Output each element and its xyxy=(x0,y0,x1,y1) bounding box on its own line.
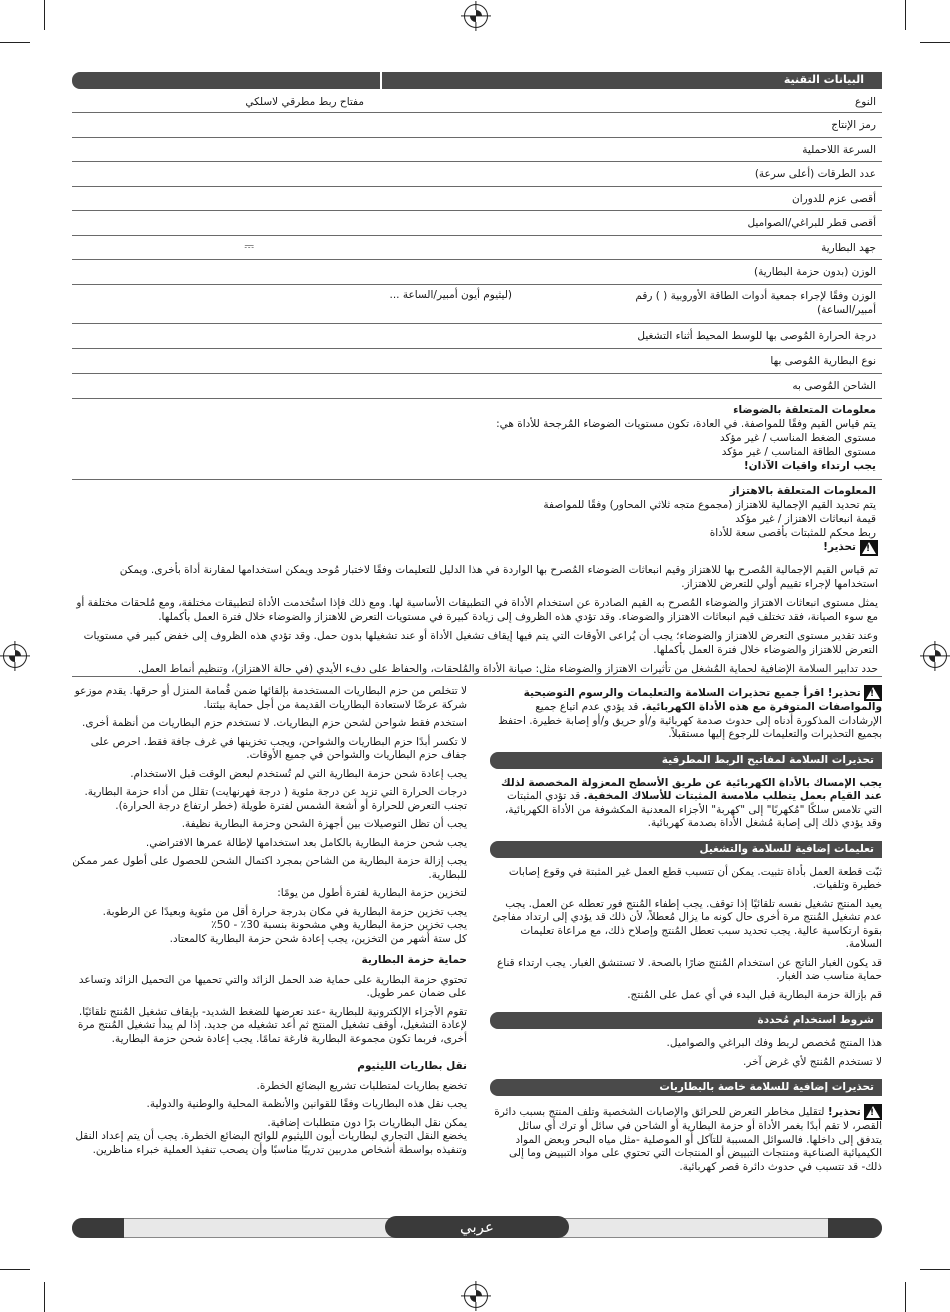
read-instructions xyxy=(490,685,882,742)
vibration-line: يتم تحديد القيم الإجمالية للاهتزاز (مجموع متجه ثلاثي المحاور) وفقًا للمواصفة xyxy=(543,499,876,511)
spec-label: النوع xyxy=(855,96,876,108)
additional-safety-text: ثبّت قطعة العمل بأداة تثبيت. يمكن أن تتسبب قطع العمل غير المثبتة في وقوع إصابات خطيرة وتلفيات. xyxy=(508,865,882,891)
specific-use-text: لا تستخدم المُنتج لأي غرض آخر. xyxy=(743,1055,882,1068)
impact-wrench-safety-bold: يجب الإمساك بالأداة الكهربائية عن طريق الأسطح المعزولة المخصصة لذلك عند القيام بعمل يتطلب ملامسة المثبتات للأسلاك المخفية. xyxy=(501,776,882,802)
spec-label: الوزن وفقًا لإجراء جمعية أدوات الطاقة الأوروبية ( ) رقم xyxy=(635,290,876,302)
right-column xyxy=(490,685,882,1179)
read-instructions-body: قد يؤدي عدم اتباع جميع الإرشادات المذكورة أدناه إلى حدوث صدمة كهربائية و/أو حريق و/أو إصابة خطيرة. احتفظ بجميع التحذيرات والتعليمات للرجوع إليها مستقبلاً. xyxy=(498,701,882,740)
additional-safety-text: قد يكون الغبار الناتج عن استخدام المُنتج ضارًا بالصحة. لا تستنشق الغبار. يجب ارتداء قناع حماية مناسب ضد الغبار. xyxy=(497,956,882,982)
warning-paragraph: حدد تدابير السلامة الإضافية لحماية المُشغل من تأثيرات الاهتزاز والضوضاء مثل: صيانة الأداة والمُلحقات، والحفاظ على دفء الأيدي (في حالة الاهتزاز)، وتنظيم أنماط العمل. xyxy=(137,663,878,675)
spec-row-battery-voltage xyxy=(72,236,882,260)
crop-mark xyxy=(905,1282,906,1312)
crop-mark xyxy=(920,42,950,43)
ear-protection-note: يجب ارتداء واقيات الآذان! xyxy=(743,460,876,472)
battery-protection-text: تحتوي حزمة البطارية على حماية ضد الحمل الزائد والتي تحميها من التحميل الزائد وتساعد على ضمان عمر طويل. xyxy=(78,973,467,999)
battery-text: لا تتخلص من حزم البطاريات المستخدمة بإلقائها ضمن قُمامة المنزل أو حرقها. يقدم موزعو شركة عرضًا لاستعادة البطاريات القديمة من أجل حماية بيئتنا. xyxy=(74,685,467,711)
spec-label: أقصى عزم للدوران xyxy=(792,193,876,205)
spec-value: مفتاح ربط مطرقي لاسلكي xyxy=(245,96,364,108)
registration-mark-icon xyxy=(923,644,947,668)
section-bar-impact-wrench-safety: تحذيرات السلامة لمفاتيح الربط المطرقية xyxy=(490,752,882,769)
section-bar-additional-safety: تعليمات إضافية للسلامة والتشغيل xyxy=(490,841,882,858)
lithium-transport-text: يخضع النقل التجاري لبطاريات أيون الليثيوم للوائح البضائع الخطرة. يجب أن يتم إعداد النقل وتنفيذه بواسطة أشخاص مدربين تدريبًا مناسبًا وأن يصحب تنفيذ العملية خبراء مناظرين. xyxy=(75,1130,467,1156)
section-bar-specific-use: شروط استخدام مُحددة xyxy=(490,1012,882,1029)
spec-label: درجة الحرارة المُوصى بها للوسط المحيط أثناء التشغيل xyxy=(637,330,876,342)
footer-cap-left xyxy=(72,1218,124,1238)
warning-triangle-icon xyxy=(864,1104,882,1120)
registration-mark-icon xyxy=(464,4,488,28)
dc-symbol-icon: ⎓ xyxy=(244,239,254,253)
battery-safety-bold: تحذير! xyxy=(827,1106,861,1118)
spec-row-battery-type xyxy=(72,349,882,374)
warning-paragraph: وعند تقدير مستوى التعرض للاهتزاز والضوضاء؛ يجب أن يُراعى الأوقات التي يتم فيها إيقاف تشغيل الأداة أو عند تشغيلها بدون حمل. وقد تؤدي هذه الظروف إلى خفض كبير في مستويات التعرض للاهتزاز والضوضاء خلال فترة العمل بأكملها. xyxy=(83,630,878,656)
spec-row-no-load-speed xyxy=(72,138,882,162)
page-footer xyxy=(72,1216,882,1238)
spec-label-cont: أمبير/الساعة) xyxy=(817,304,876,316)
crop-mark xyxy=(0,1269,30,1270)
spec-row-charger xyxy=(72,374,882,399)
battery-protection-text: تقوم الأجزاء الإلكترونية للبطارية -عند تعرضها للضغط الشديد- بإيقاف تشغيل المُنتج تلقائيًا. لإعادة التشغيل، أوقف تشغيل المنتج ثم أعد تشغيله من جديد. إذا لم يبدأ تشغيل المُنتج مرة أخرى، فربما تكون مجموعة البطارية فارغة تمامًا. يجب إعادة شحن حزمة البطارية. xyxy=(77,1005,467,1045)
registration-mark-icon xyxy=(464,1284,488,1308)
lithium-transport-text: يمكن نقل البطاريات برًا دون متطلبات إضافية. xyxy=(267,1116,467,1129)
lithium-transport-text: يجب نقل هذه البطاريات وفقًا للقوانين والأنظمة المحلية والوطنية والدولية. xyxy=(146,1098,467,1110)
left-column xyxy=(72,685,467,1162)
additional-safety-text: قم بإزالة حزمة البطارية قبل البدء في أي عمل على المُنتج. xyxy=(627,988,882,1001)
battery-storage-item: يجب تخزين حزمة البطارية في مكان بدرجة حرارة أقل من مئوية وبعيدًا عن الرطوبة. xyxy=(102,905,467,918)
section-bar-battery-safety: تحذيرات إضافية للسلامة خاصة بالبطاريات xyxy=(490,1079,882,1096)
noise-line: يتم قياس القيم وفقًا للمواصفة. في العادة، تكون مستويات الضوضاء المُرجحة للأداة هي: xyxy=(496,418,876,430)
spec-row-max-torque xyxy=(72,187,882,211)
crop-mark xyxy=(44,0,45,30)
spec-header-bar xyxy=(72,72,882,89)
warning-heading xyxy=(72,540,878,556)
spec-label: نوع البطارية المُوصى بها xyxy=(770,355,876,367)
vibration-title: المعلومات المتعلقة بالاهتزاز xyxy=(729,485,876,497)
spec-table xyxy=(72,90,882,550)
spec-label: جهد البطارية xyxy=(821,242,876,254)
noise-section xyxy=(72,399,882,480)
noise-title: معلومات المتعلقة بالضوضاء xyxy=(733,404,876,416)
battery-text: يجب أن تظل التوصيلات بين أجهزة الشحن وحزمة البطارية نظيفة. xyxy=(181,818,467,830)
warning-block xyxy=(72,540,882,683)
spec-label: عدد الطرقات (أعلى سرعة) xyxy=(754,168,876,180)
vibration-line: ربط محكم للمثبتات بأقصى سعة للأداة xyxy=(709,527,876,539)
spec-label: الشاحن المُوصى به xyxy=(792,380,876,392)
battery-storage-item: كل ستة أشهر من التخزين، يجب إعادة شحن حزمة البطارية كالمعتاد. xyxy=(169,932,467,945)
battery-text: استخدم فقط شواحن لشحن حزم البطاريات. لا تستخدم حزم البطاريات من أنظمة أخرى. xyxy=(81,717,467,729)
crop-mark xyxy=(0,42,30,43)
battery-text: يجب شحن حزمة البطارية بالكامل بعد استخدامها لإطالة عمرها الافتراضي. xyxy=(145,836,467,849)
spec-row-impact-rate xyxy=(72,162,882,187)
noise-line: مستوى الضغط المناسب / غير مؤكد xyxy=(720,432,876,444)
divider xyxy=(72,676,882,677)
impact-wrench-safety-text xyxy=(490,777,882,831)
additional-safety-text: يعيد المنتج تشغيل نفسه تلقائيًا إذا توقف. يجب إطفاء المُنتج فور تعطله عن العمل. يجب عدم تشغيل المُنتج مرة أخرى حال كونه ما يزال مُعطلاً، لأن ذلك قد يؤدي إلى ارتداد مفاجئ بقوة ارتكاسية عالية. يجب تحديد سبب تعطل المُنتج وإصلاح ذلك، مع مراعاة تعليمات السلامة. xyxy=(492,897,882,950)
spec-row-type xyxy=(72,90,882,113)
impact-wrench-safety-body: قد تؤدي المثبتات التي تلامس سلكًا "مُكهربًا" إلى "كهربة" الأجزاء المعدنية المكشوفة من الأداة الكهربائية، وقد يؤدي ذلك إلى إصابة مُشغل الأداة بصدمة كهربائية. xyxy=(504,790,882,829)
spec-label: رمز الإنتاج xyxy=(831,119,876,131)
warning-paragraph: يمثل مستوى انبعاثات الاهتزاز والضوضاء المُصرح به القيم الصادرة عن استخدام الأداة في التطبيقات الأساسية لها. ومع ذلك فإذا استُخدمت الأداة لتطبيقات مختلفة، ومع مُلحقات مختلفة أو مع سوء الصيانة، فقد تختلف قيم انبعاثات الاهتزاز والضوضاء. وقد تؤدي هذه الظروف إلى زيادة كبيرة في مستويات التعرض للاهتزاز والضوضاء خلال فترة العمل بأكملها. xyxy=(76,597,878,623)
battery-storage-intro: لتخزين حزمة البطارية لفترة أطول من يومًا: xyxy=(277,887,467,899)
crop-mark xyxy=(44,1282,45,1312)
battery-text: يجب إزالة حزمة البطارية من الشاحن بمجرد اكتمال الشحن للحصول على أطول عمر ممكن للبطارية. xyxy=(72,855,467,881)
spec-label: الوزن (بدون حزمة البطارية) xyxy=(753,266,876,278)
spec-label: السرعة اللاحملية xyxy=(802,144,876,156)
spec-label-epta xyxy=(536,289,876,317)
spec-row-weight xyxy=(72,260,882,285)
footer-cap-right xyxy=(828,1218,882,1238)
battery-protection-title: حماية حزمة البطارية xyxy=(361,954,467,966)
spec-value: (ليثيوم أيون أمبير/الساعة ... xyxy=(389,289,512,301)
spec-row-temperature xyxy=(72,324,882,349)
spec-label: أقصى قطر للبراغي/الصواميل xyxy=(747,217,876,229)
spec-row-epta-weight xyxy=(72,285,882,324)
warning-triangle-icon xyxy=(860,540,878,556)
spec-row-production-code xyxy=(72,113,882,138)
language-label: عربي xyxy=(385,1216,569,1238)
crop-mark xyxy=(905,0,906,30)
spec-row-max-bolt xyxy=(72,211,882,236)
lithium-transport-title: نقل بطاريات الليثيوم xyxy=(357,1060,467,1072)
warning-title: تحذير! xyxy=(823,541,856,554)
spec-header-title: البيانات التقنية xyxy=(783,73,864,86)
battery-text: يجب إعادة شحن حزمة البطارية التي لم تُستخدم لبعض الوقت قبل الاستخدام. xyxy=(130,767,467,780)
warning-paragraph: تم قياس القيم الإجمالية المُصرح بها للاهتزاز وقيم انبعاثات الضوضاء المُصرح بها الواردة في هذا الدليل للتعليمات وفقًا لاختبار مُوحد ويمكن استخدامها لمقارنة أداة بأخرى. ويمكن استخدامها لإجراء تقييم أولي للتعرض للاهتزاز. xyxy=(119,564,878,590)
battery-safety-body: لتقليل مخاطر التعرض للحرائق والإصابات الشخصية وتلف المنتج بسبب دائرة القصر، لا تقم أبدًا بغمر الأداة أو حزمة البطارية أو الشاحن في سائل أو ترك أي سائل يتدفق إلى داخلها. فالسوائل المسببة للتآكل أو الموصلية -مثل مياه البحر وبعض المواد الكيميائية الصناعية ومنتجات التبييض أو المنتجات التي تحتوي على مواد التبييض وما إلى ذلك- قد تتسبب في حدوث دائرة قصر كهربائية. xyxy=(494,1106,882,1173)
read-instructions-title: تحذير! اقرأ جميع تحذيرات السلامة والتعليمات والرسوم التوضيحية والمواصفات المتوفرة مع هذه الأداة الكهربائية. xyxy=(523,687,882,713)
registration-mark-icon xyxy=(3,644,27,668)
noise-line: مستوى الطاقة المناسب / غير مؤكد xyxy=(721,446,876,458)
crop-mark xyxy=(920,1269,950,1270)
specific-use-text: هذا المنتج مُخصص لربط وفك البراغي والصواميل. xyxy=(666,1037,882,1049)
battery-storage-item: يجب تخزين حزمة البطارية وهي مشحونة بنسبة 30٪ - 50٪ xyxy=(211,919,467,931)
battery-text: درجات الحرارة التي تزيد عن درجة مئوية ( درجة فهرنهايت) تقلل من أداء حزمة البطارية. تجنب التعرض للحرارة أو أشعة الشمس لفترة طويلة (خطر ارتفاع درجة الحرارة). xyxy=(84,786,467,812)
vibration-line: قيمة انبعاثات الاهتزاز / غير مؤكد xyxy=(735,513,876,525)
lithium-transport-text: تخضع بطاريات لمتطلبات تشريع البضائع الخطرة. xyxy=(256,1079,467,1092)
battery-text: لا تكسر أبدًا حزم البطاريات والشواحن، ويجب تخزينها في غرف جافة فقط. احرص على جفاف حزم البطاريات والشواحن في جميع الأوقات. xyxy=(90,735,467,761)
warning-triangle-icon xyxy=(864,685,882,701)
battery-safety-text xyxy=(490,1104,882,1174)
